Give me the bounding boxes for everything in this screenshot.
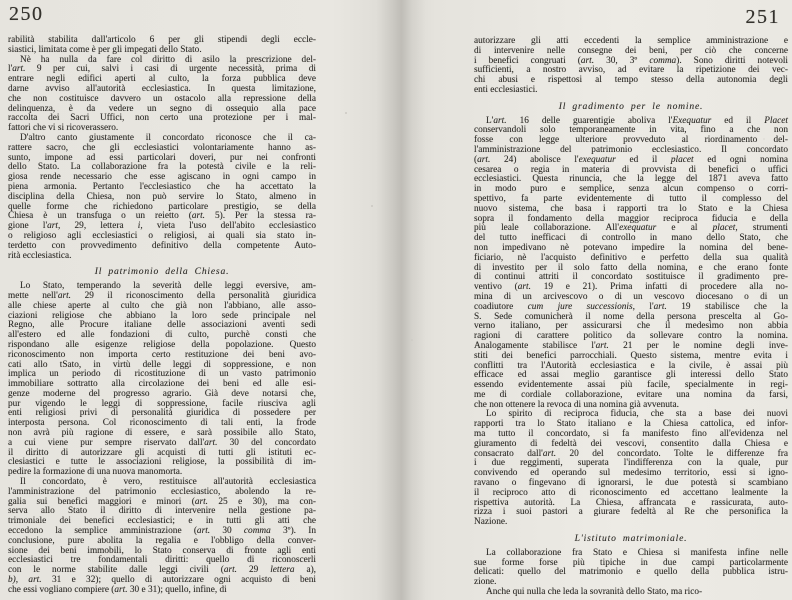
paragraph [8,478,316,596]
text-line: rattere sacro, che gli ecclesiastici volontariamente hanno as- [8,142,316,153]
paragraph [8,36,316,56]
italic-text: exequatur [619,223,657,234]
text-line: convivendo ed operando sul medesimo territorio, essi si igno- [474,468,788,479]
text-line: implica un periodo di ricostituzione di un vasto patrimonio [8,369,316,380]
text-line: cati allo tSato, in virtù delle leggi di soppressione, e non [8,359,316,370]
page-number-left: 250 [9,3,44,25]
text-line: serva allo Stato il diritto di intervenire nella gestione pa- [8,506,316,517]
text-line: delinquenza, è da vedere un segno di ossequio alla pace [8,103,316,114]
text-line: conflitti tra l'Autorità ecclesiastica e la civile, è assai più [474,360,788,371]
text-line: ecclesiastici. Questa rinuncia, che la legge del 1871 aveva fatto [474,174,788,185]
text-line: Regno, alle Procure italiane delle associazioni aventi sedi [8,320,316,331]
paragraph [8,134,316,261]
text-line: ecclesiastici tre fondamentali diritti: quello di riconoscerli [8,555,316,566]
text-line: verno italiano, per assicurarsi che il medesimo non abbia [474,321,788,332]
text-line: Anche qui nulla che leda la sovranità dello Stato, ma rico- [486,587,703,598]
italic-text: art. [493,115,507,126]
text-line: stiti dei benefici parrocchiali. Questo sistema, mentre evita i [474,350,788,361]
text-line: pedire la formazione di una nuova manomorta. [8,467,183,478]
section-heading: L'istituto matrimoniale. [574,533,688,545]
text-line: il diritto di autorizzare gli acquisti di tutti gli istituti ec- [8,447,316,458]
text-line: a cui viene pur sempre riservato dall'art. 30 del concordato [8,437,316,448]
text-line: giuramento di fedeltà dei vescovi, consentito dalla Chiesa e [474,438,788,449]
italic-text: art. [194,496,208,507]
text-line: di intervenire nelle consegne dei beni, per ciò che concerne [474,45,788,56]
text-line: rispettiva autorità. La Chiesa, affrancata e rassicurata, auto- [474,497,788,508]
text-line: D'altro canto giustamente il concordato riconosce che il ca- [20,132,316,143]
italic-text: art. [191,211,206,222]
text-line: fattori che vi si ricoverassero. [8,123,119,134]
text-line: non avrà più ragione di essere, e sarà possibile allo Stato, [8,428,316,439]
italic-text: lettera [270,565,295,576]
text-line: Nazione. [474,517,508,528]
text-line: trimoniale dei benefici ecclesiastici; e in tutti gli atti che [8,516,316,527]
text-line: Nè ha nulla da fare col diritto di asilo la prescrizione del- [20,54,316,65]
text-line: sopra il fondamento della maggior reciproca fiducia e della [474,213,788,224]
text-line: di continui attriti il concordato sostituisce il gradimento pre- [474,272,788,283]
text-line: con le norme stabilite dalle leggi civili (art. 29 lettera a), [8,565,316,576]
text-line: ciazioni religiose che abbiano la loro sede principale nel [8,310,316,321]
section-heading: Il patrimonio della Chiesa. [94,266,230,278]
text-line: riconoscimento non importa certo restituzione dei beni avo- [8,349,316,360]
italic-text: Placet [764,115,788,126]
text-line: zione. [474,577,497,588]
text-line: più leale collaborazione. All'exequatur e al placet, strumenti [474,223,788,234]
text-line: in modo puro e semplice, senza alcun compenso o corri- [474,184,788,195]
text-line: efficace ed assai meglio garantisce gli interessi dello Stato [474,370,788,381]
page-left-text [8,36,316,596]
text-line: rità ecclesiastica. [8,250,72,261]
italic-text: art, [47,221,61,232]
text-line: che non costituisce davvero un ostacolo alla repressione della [8,93,316,104]
text-line: quelle forme che richiedono particolare prestigio, se della [8,201,316,212]
italic-text: b), art. [8,575,42,586]
page-number-right: 251 [745,6,780,28]
text-line: darne avviso all'autorità ecclesiastica. In questa limitazione, [8,83,316,94]
text-line: del tutto inefficaci di controllo in mano dello Stato, che [474,233,788,244]
paragraph [474,549,788,588]
text-line: sue forme forse più tipiche in due campi particolarmente [474,557,788,568]
italic-text: i [137,221,141,232]
text-line: che non ottenere la revoca di una nomina già avvenuta. [474,399,679,410]
text-line: l'amministrazione del patrimonio ecclesiastico. Il concordato [474,144,788,155]
italic-text: art. [223,565,238,576]
text-line: spettivo, fa parte evidentemente di tutto il complesso del [474,193,788,204]
text-line: rispondano alle esigenze religiose della popolazione. Questo [8,339,316,350]
text-line: all'estero ed alle fondazioni di culto, purchè consti che [8,330,316,341]
text-line: essendo evidentemente assai più facile, specialmente in regi- [474,380,788,391]
text-line: L'art. 16 delle guarentigie aboliva l'Exequatur ed il Placet [486,115,788,126]
paragraph [474,410,788,528]
italic-text: art. [542,448,557,459]
italic-text: exequatur [578,154,616,165]
italic-text: art. [12,64,26,75]
section-heading: Il gradimento per le nomine. [558,100,704,112]
text-line: dello Stato. La collaborazione fra la potestà civile e la reli- [8,162,316,173]
italic-text: comma [649,55,677,66]
text-line: cesarea o regia in materia di provvista di benefici o uffici [474,164,788,175]
paragraph [8,282,316,478]
italic-text: art. [595,340,609,351]
text-line: ficiario, nè l'acquisto definitivo e perfetto della sua qualità [474,252,788,263]
italic-text: art. [57,290,72,301]
text-line: La collaborazione fra Stato e Chiesa si manifesta infine nelle [486,547,788,558]
italic-text: placet [670,154,694,165]
text-line: che essi vogliano compiere (art. 30 e 31); quello, infine, di [8,584,227,595]
text-line: me di cordiale collaborazione, evitare una nomina da farsi, [474,389,788,400]
text-line: giosa rende necessario che esse agiscano in ogni campo in [8,172,316,183]
paragraph [474,588,788,598]
text-line: di investito per il solo fatto della nomina, e che erano fonte [474,262,788,273]
italic-text: placet [712,223,736,234]
text-line: consacrato dall'art. 20 del concordato. Tolte le differenze fra [474,448,788,459]
text-line: ravano o fingevano di ignorarsi, le due potestà si scambiano [474,478,788,489]
text-line: sione dei beni immobili, lo Stato conserva di fronte agli enti [8,545,316,556]
text-line: nuovo sistema, che basa i rapporti tra lo Stato e la Chiesa [474,203,788,214]
text-line: il reciproco atto di riconoscimento ed accettano lealmente la [474,487,788,498]
text-line: eccedono la semplice amministrazione (art. 30 comma 3º). In [8,526,316,537]
text-line: l'amministrazione del patrimonio ecclesiastico, abolendo la re- [8,486,316,497]
text-line: raccolta dei Sacri Uffici, non certo una protezione per i mal- [8,113,316,124]
text-line: disciplina della Chiesa, non può servire lo Stato, almeno in [8,191,316,202]
text-line: ma tutto il concordato, si fa manifesto fino all'evidenza nel [474,429,788,440]
paragraph [8,56,316,134]
text-line: galia sui benefici maggiori e minori (art. 25 e 30), ma con- [8,496,316,507]
gutter-shadow [376,0,426,600]
text-line: rapporti tra lo Stato italiano e la Chiesa cattolica, ed infor- [474,419,788,430]
text-line: Analogamente stabilisce l'art. 21 per le nomine degli inve- [474,340,788,351]
text-line: Il concordato, è vero, restituisce all'autorità ecclesiastica [20,477,316,488]
italic-text: Exequatur [672,115,712,126]
italic-text: art. [114,584,128,595]
text-line: clesiastici e tutte le associazioni religiose, la possibilità di im- [8,457,316,468]
text-line: pur vigendo le leggi di soppressione, facile riusciva agli [8,398,316,409]
text-line: conservandoli solo temporaneamente in vita, fino a che non [474,125,788,136]
text-line: ventivo (art. 19 e 21). Prima infatti di procedere alla no- [474,282,789,293]
text-line: rabilità stabilita dall'articolo 6 per gli stipendi degli eccle- [8,35,316,45]
text-line: Chiesa è un transfuga o un reietto (art. 5). Per la stessa ra- [8,211,316,222]
italic-text: art. [477,154,491,165]
italic-text: art. [196,526,211,537]
text-line: alle chiese aperte al culto che già non l'abbiano, alle asso- [8,300,316,311]
text-line: Lo spirito di reciproca fiducia, che sta a base dei nuovi [486,409,788,420]
text-line: enti religiosi privi di personalità giuridica di possedere per [8,408,316,419]
text-line: immobiliare sottratto alla circolazione dei beni ed alle esi- [8,379,316,390]
text-line: mina di un arcivescovo o di un vescovo diocesano o di un [474,291,788,302]
text-line: non impedivano nè potevano impedire la nomina del bene- [474,242,788,253]
text-line: delicati: quello del matrimonio e quello della pubblica istru- [474,567,788,578]
text-line: autorizzare gli atti eccedenti la semplice amministrazione e [474,36,788,46]
text-line: terdetto con provvedimento definitivo della competente Auto- [8,240,316,251]
text-line: l'art. 9 per cui, salvi i casi di urgente necessità, prima di [8,64,316,75]
text-line: S. Sede comunicherà il nome della persona prescelta al Go- [474,311,788,322]
text-line: o religioso agli ecclesiastici o religiosi, ai quali sia stato in- [8,230,316,241]
text-line: genze moderne del progresso agrario. Già deve notarsi che, [8,388,316,399]
text-line: interposta persona. Col riconoscimento di tali enti, la frode [8,418,316,429]
text-line: siastici, limitata come è per gli impegati dello Stato. [8,44,202,55]
paragraph [474,37,788,96]
text-line: enti ecclesiastici. [474,84,538,95]
text-line: conclusione, pure abolita la regalia e l'obbligo della conver- [8,535,316,546]
italic-text: art. [653,301,667,312]
text-line: i benefici congruati (art. 30, 3º comma). Sono diritti notevoli [474,55,789,66]
text-line: ragioni di carattere politico da sollevare contro la nomina. [474,331,788,342]
italic-text: art. [204,437,218,448]
text-line: piena armonia. Pertanto l'ecclesiastico che ha accettato la [8,181,316,192]
page-right-text [474,37,788,598]
text-line: i due reggimenti, superata l'indifferenza con la quale, pur [474,458,788,469]
text-line: coadiutore cum jure successionis, l'art. 19 stabilisce che la [474,301,789,312]
text-line: b), art. 31 e 32); quello di autorizzare ogni acquisto di beni [8,575,316,586]
text-line: sufficienti, a nostro avviso, ad evitare la ripetizione dei vec- [474,65,788,76]
text-line: rizza i suoi pastori a giurare fedeltà al Re che personifica la [474,507,788,518]
italic-text: comma [243,526,271,537]
italic-text: art. [580,55,595,66]
text-line: fosse con legge ulteriore provveduto al riordinamento del- [474,135,788,146]
text-line: sunto, impone ad essi particolari doveri, pur nei confronti [8,152,316,163]
text-line: mette nell'art. 29 il riconoscimento della personalità giuridica [8,290,317,301]
paragraph [474,117,788,411]
text-line: entrare negli edifici aperti al culto, la forza pubblica deve [8,74,316,85]
text-line: (art. 24) abolisce l'exequatur ed il placet ed ogni nomina [474,154,788,165]
italic-text: cum jure successionis [527,301,633,312]
italic-text: art. [517,282,531,293]
text-line: Lo Stato, temperando la severità delle leggi eversive, am- [20,281,316,292]
text-line: chi abusi e rispettosi al tempo stesso della autonomia degli [474,75,788,86]
text-line: gione l'art, 29, lettera i, vieta l'uso dell'abito ecclesiastico [8,221,316,232]
